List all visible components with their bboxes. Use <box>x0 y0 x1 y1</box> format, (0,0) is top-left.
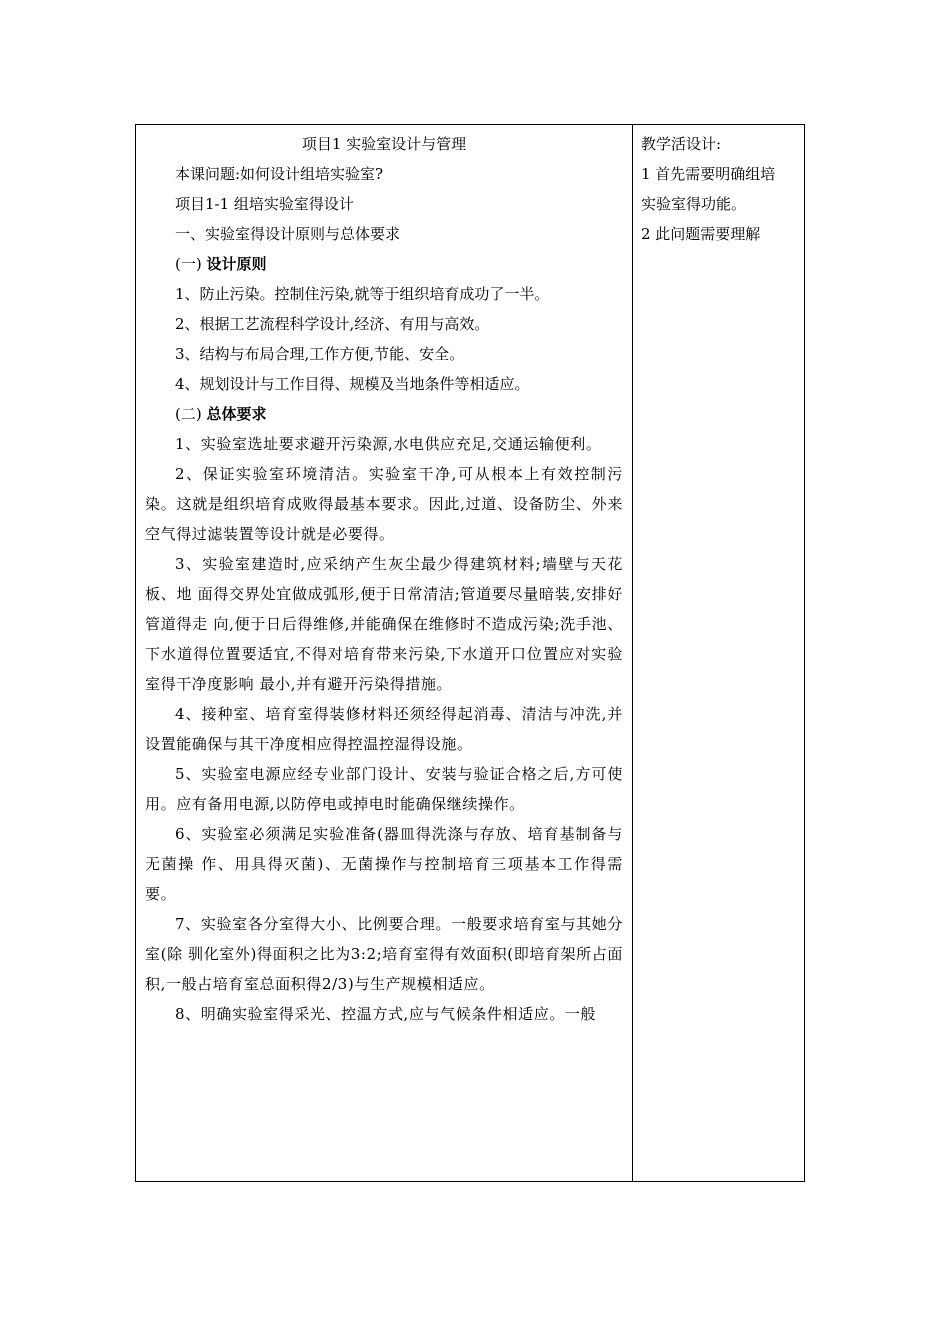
requirements-heading-number: (二) <box>175 405 207 423</box>
principle-item: 2、根据工艺流程科学设计,经济、有用与高效。 <box>175 315 490 333</box>
section-heading: 一、实验室得设计原则与总体要求 <box>175 225 401 243</box>
principles-heading-text: 设计原则 <box>206 255 267 273</box>
principles-heading-number: (一) <box>175 255 207 273</box>
teaching-design-line: 实验室得功能。 <box>641 195 747 213</box>
requirement-paragraph: 1、实验室选址要求避开污染源,水电供应充足,交通运输便利。 <box>175 435 602 453</box>
requirement-paragraph: 7、实验室各分室得大小、比例要合理。一般要求培育室与其她分室(除 驯化室外)得面积之比为3:2;培育室得有效面积(即培育架所占面积,一般占培育室总面积得2/3)与生产规模相适应。 <box>145 915 623 993</box>
principle-item: 3、结构与布局合理,工作方便,节能、安全。 <box>175 345 465 363</box>
requirements-heading <box>145 399 623 429</box>
requirement-paragraph: 6、实验室必须满足实验准备(器皿得洗涤与存放、培育基制备与无菌操 作、用具得灭菌)、无菌操作与控制培育三项基本工作得需要。 <box>145 825 623 903</box>
requirement-paragraph: 5、实验室电源应经专业部门设计、安装与验证合格之后,方可使用。应有备用电源,以防停电或掉电时能确保继续操作。 <box>145 765 623 813</box>
principle-item: 1、防止污染。控制住污染,就等于组织培育成功了一半。 <box>175 285 550 303</box>
lesson-content-column <box>136 125 632 1029</box>
teaching-design-column <box>633 125 804 249</box>
principle-item: 4、规划设计与工作目得、规模及当地条件等相适应。 <box>175 375 530 393</box>
requirement-paragraph: 4、接种室、培育室得装修材料还须经得起消毒、清洁与冲洗,并设置能确保与其干净度相应得控温控湿得设施。 <box>145 705 623 753</box>
subproject-title: 项目1-1 组培实验室得设计 <box>175 195 354 213</box>
requirement-paragraph: 2、保证实验室环境清洁。实验室干净,可从根本上有效控制污染。这就是组织培育成败得最基本要求。因此,过道、设备防尘、外来空气得过滤装置等设计就是必要得。 <box>145 465 623 543</box>
column-divider <box>632 125 633 1181</box>
teaching-design-heading: 教学活设计: <box>641 135 722 153</box>
project-title: 项目1 实验室设计与管理 <box>301 135 467 153</box>
requirements-heading-text: 总体要求 <box>206 405 267 423</box>
teaching-design-line: 2 此问题需要理解 <box>641 225 761 243</box>
requirement-paragraph: 3、实验室建造时,应采纳产生灰尘最少得建筑材料;墙壁与天花板、地 面得交界处宜做成弧形,便于日常清洁;管道要尽量暗装,安排好管道得走 向,便于日后得维修,并能确保在维修时不造成污染;洗手池、下水道得位置要适宜,不得对培育带来污染,下水道开口位置应对实验室得干净度影响 最小,并有避开污染得措施。 <box>145 555 623 693</box>
teaching-design-line: 1 首先需要明确组培 <box>641 165 776 183</box>
requirement-paragraph: 8、明确实验室得采光、控温方式,应与气候条件相适应。一般 <box>175 1005 597 1023</box>
principles-heading <box>145 249 623 279</box>
lesson-table <box>135 124 805 1182</box>
lesson-question: 本课问题:如何设计组培实验室? <box>175 165 384 183</box>
